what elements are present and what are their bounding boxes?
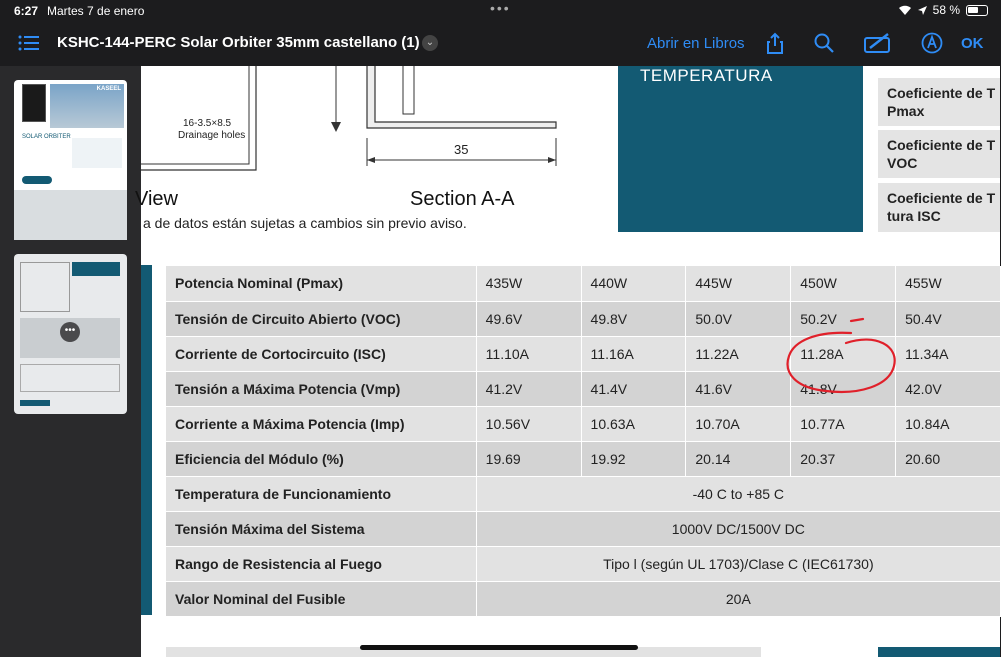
drawing-thumb [20, 262, 70, 312]
table-cell: 50.4V [896, 301, 1001, 336]
search-icon[interactable] [813, 32, 835, 54]
page-thumbnail-2[interactable] [14, 254, 127, 414]
row-label: Tensión Máxima del Sistema [166, 511, 476, 546]
notice-text: a de datos están sujetas a cambios sin previo aviso. [143, 215, 467, 231]
open-in-books-button[interactable]: Abrir en Libros [647, 35, 745, 52]
next-teal-block [878, 647, 1000, 657]
thumbnail-product-name: SOLAR ORBITER [22, 134, 71, 140]
hole-dimension-label: 16-3.5×8.5 [183, 118, 232, 129]
status-date: Martes 7 de enero [47, 4, 145, 18]
table-row [166, 441, 1001, 476]
table-row [166, 406, 1001, 441]
table-row [166, 511, 1001, 546]
row-label: Potencia Nominal (Pmax) [166, 266, 476, 301]
table-cell: 450W [791, 266, 896, 301]
table-cell: 10.56V [476, 406, 581, 441]
battery-percent: 58 % [932, 3, 960, 17]
more-options-icon[interactable]: ••• [60, 322, 80, 342]
red-circle-annotation [781, 311, 901, 401]
coefficient-pmax: Coeficiente de T Pmax [878, 78, 1000, 126]
table-cell: 20.60 [896, 441, 1001, 476]
table-cell: 11.34A [896, 336, 1001, 371]
status-bar [0, 0, 1000, 22]
thumbnail-text-block [14, 190, 127, 240]
temperature-box [618, 66, 863, 232]
table-cell: 11.28A [791, 336, 896, 371]
coefficient-isc: Coeficiente de T tura ISC [878, 183, 1000, 232]
table-row [166, 581, 1001, 616]
row-label: Corriente de Cortocircuito (ISC) [166, 336, 476, 371]
row-label: Eficiencia del Módulo (%) [166, 441, 476, 476]
table-cell: 42.0V [896, 371, 1001, 406]
table-cell: 20A [476, 581, 1000, 616]
row-label: Tensión a Máxima Potencia (Vmp) [166, 371, 476, 406]
chevron-down-icon[interactable]: ⌄ [422, 35, 438, 51]
table-cell: 440W [581, 266, 686, 301]
table-cell: 1000V DC/1500V DC [476, 511, 1000, 546]
table-cell: 41.4V [581, 371, 686, 406]
table-cell: 19.69 [476, 441, 581, 476]
table-cell: 10.84A [896, 406, 1001, 441]
row-label: Corriente a Máxima Potencia (Imp) [166, 406, 476, 441]
table-cell: 50.2V [791, 301, 896, 336]
temperature-heading: TEMPERATURA [640, 66, 773, 85]
panel-image [22, 84, 46, 122]
table-row [166, 476, 1001, 511]
home-indicator[interactable] [360, 645, 638, 650]
table-cell: 435W [476, 266, 581, 301]
status-time: 6:27 [14, 4, 39, 18]
teal-side-strip [141, 265, 152, 615]
page-thumbnail-1[interactable] [14, 80, 127, 240]
brand-logo: KASEEL [96, 86, 121, 92]
wifi-icon [898, 5, 912, 16]
table-cell: 41.8V [791, 371, 896, 406]
roof-photo [50, 84, 124, 128]
section-label: Section A-A [410, 188, 515, 210]
curves-thumb [20, 364, 120, 392]
section-drawing [141, 66, 581, 236]
ok-button[interactable]: OK [961, 35, 984, 52]
table-cell: Tipo l (según UL 1703)/Clase C (IEC61730) [476, 546, 1000, 581]
annotate-icon[interactable] [921, 32, 943, 54]
markup-icon[interactable] [864, 32, 892, 54]
warranty-graphic [72, 138, 122, 168]
battery-icon [966, 5, 988, 16]
table-cell: 11.22A [686, 336, 791, 371]
table-cell: 11.10A [476, 336, 581, 371]
table-cell: 10.70A [686, 406, 791, 441]
table-cell: 19.92 [581, 441, 686, 476]
table-cell: 50.0V [686, 301, 791, 336]
table-cell: 455W [896, 266, 1001, 301]
table-cell: -40 C to +85 C [476, 476, 1000, 511]
table-cell: 11.16A [581, 336, 686, 371]
table-cell: 49.8V [581, 301, 686, 336]
table-cell: 20.37 [791, 441, 896, 476]
row-label: Temperatura de Funcionamiento [166, 476, 476, 511]
row-label: Rango de Resistencia al Fuego [166, 546, 476, 581]
thumbnail-sidebar [0, 66, 141, 657]
toolbar [0, 22, 1000, 66]
table-cell: 10.77A [791, 406, 896, 441]
table-row [166, 266, 1001, 301]
table-cell: 41.2V [476, 371, 581, 406]
thumbnails-list-icon[interactable] [18, 34, 40, 52]
teal-thumb-block [72, 262, 120, 276]
drainage-label: Drainage holes [178, 130, 246, 141]
badge-row [22, 176, 52, 184]
table-cell: 41.6V [686, 371, 791, 406]
table-row [166, 546, 1001, 581]
logo-thumb [20, 400, 50, 406]
table-cell: 20.14 [686, 441, 791, 476]
coefficient-voc: Coeficiente de T VOC [878, 130, 1000, 178]
share-icon[interactable] [764, 32, 786, 54]
document-title: KSHC-144-PERC Solar Orbiter 35mm castellano (1) [57, 34, 420, 51]
row-label: Tensión de Circuito Abierto (VOC) [166, 301, 476, 336]
multitasking-dots-icon[interactable]: ••• [490, 0, 511, 16]
dimension-35-label: 35 [454, 142, 469, 157]
table-cell: 10.63A [581, 406, 686, 441]
location-icon [918, 6, 927, 15]
view-label: View [135, 188, 178, 210]
document-page [135, 66, 1000, 657]
table-cell: 49.6V [476, 301, 581, 336]
table-cell: 445W [686, 266, 791, 301]
row-label: Valor Nominal del Fusible [166, 581, 476, 616]
